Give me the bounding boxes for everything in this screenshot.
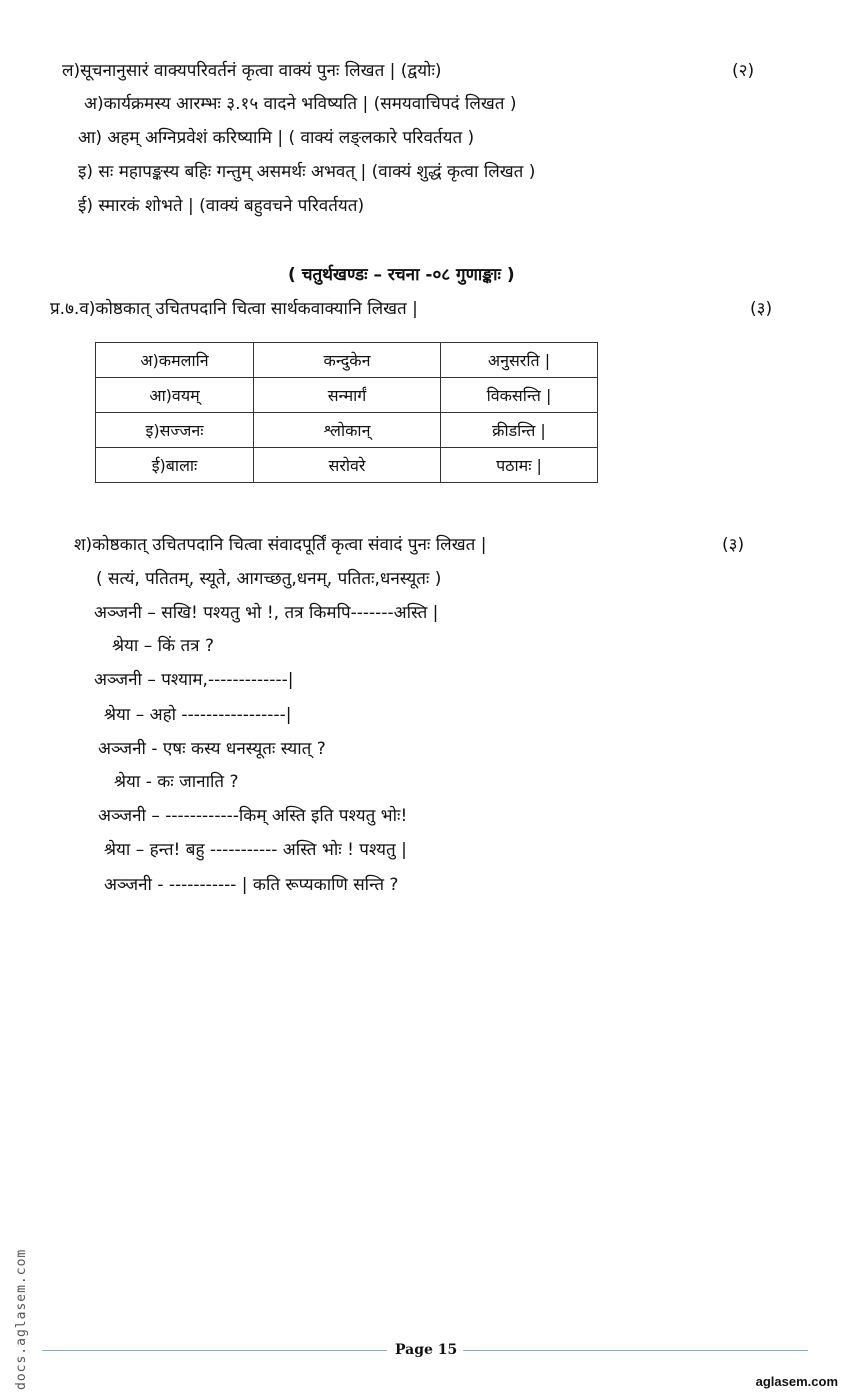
table-cell: सन्मार्गं — [254, 378, 441, 413]
table-row — [96, 343, 598, 378]
table-cell: अनुसरति | — [441, 343, 598, 378]
question-la-item-aa: आ) अहम् अग्निप्रवेशं करिष्यामि | ( वाक्यं लङ्लकारे परिवर्तयत ) — [78, 128, 475, 148]
question-sha-options: ( सत्यं, पतितम्, स्यूते, आगच्छतु,धनम्, पतितः,धनस्यूतः ) — [96, 569, 442, 589]
dialogue-line: श्रेया – किं तत्र ? — [112, 636, 214, 656]
dialogue-line: अञ्जनी – ------------किम् अस्ति इति पश्यतु भोः! — [98, 806, 408, 826]
question-sha-heading: श)कोष्ठकात् उचितपदानि चित्वा संवादपूर्तिं कृत्वा संवादं पुनः लिखत | — [74, 535, 487, 555]
table-cell: इ)सज्जनः — [96, 413, 254, 448]
table-cell: आ)वयम् — [96, 378, 254, 413]
table-cell: पठामः | — [441, 448, 598, 483]
dialogue-line: अञ्जनी – पश्याम,-------------| — [94, 670, 294, 690]
dialogue-line: श्रेया – अहो -----------------| — [104, 705, 292, 725]
table-row — [96, 378, 598, 413]
footer-divider-right — [463, 1350, 808, 1351]
question-7-va-heading: प्र.७.व)कोष्ठकात् उचितपदानि चित्वा सार्थकवाक्यानि लिखत | — [50, 299, 418, 319]
question-7-va-marks: (३) — [750, 299, 773, 319]
table-cell: श्लोकान् — [254, 413, 441, 448]
table-cell: सरोवरे — [254, 448, 441, 483]
table-cell: कन्दुकेन — [254, 343, 441, 378]
dialogue-line: अञ्जनी - ----------- | कति रूप्यकाणि सन्ति ? — [104, 875, 399, 895]
table-row — [96, 413, 598, 448]
table-cell: अ)कमलानि — [96, 343, 254, 378]
table-cell: क्रीडन्ति | — [441, 413, 598, 448]
question-sha-marks: (३) — [722, 535, 745, 555]
question-la-item-a: अ)कार्यक्रमस्य आरम्भः ३.१५ वादने भविष्यति | (समयवाचिपदं लिखत ) — [84, 94, 517, 114]
dialogue-line: अञ्जनी - एषः कस्य धनस्यूतः स्यात् ? — [98, 739, 326, 759]
question-la-item-i: इ) सः महापङ्कस्य बहिः गन्तुम् असमर्थः अभवत् | (वाक्यं शुद्धं कृत्वा लिखत ) — [78, 162, 536, 182]
page-number: Page 15 — [395, 1342, 458, 1358]
brand-watermark: aglasem.com — [755, 1374, 838, 1389]
dialogue-line: श्रेया - कः जानाति ? — [114, 772, 239, 792]
table-row — [96, 448, 598, 483]
question-la-marks: (२) — [732, 61, 755, 81]
table-cell: ई)बालाः — [96, 448, 254, 483]
side-watermark: docs.aglasem.com — [14, 1248, 29, 1390]
question-la-heading: ल)सूचनानुसारं वाक्यपरिवर्तनं कृत्वा वाक्यं पुनः लिखत | (द्वयोः) — [62, 61, 442, 81]
section-title: ( चतुर्थखण्डः – रचना -०८ गुणाङ्काः ) — [288, 265, 515, 285]
dialogue-line: श्रेया – हन्त! बहु ----------- अस्ति भोः ! पश्यतु | — [104, 840, 407, 860]
footer-divider-left — [42, 1350, 387, 1351]
word-table — [95, 342, 598, 483]
question-la-item-ii: ई) स्मारकं शोभते | (वाक्यं बहुवचने परिवर्तयत) — [78, 196, 365, 216]
dialogue-line: अञ्जनी – सखि! पश्यतु भो !, तत्र किमपि-------अस्ति | — [94, 603, 439, 623]
table-cell: विकसन्ति | — [441, 378, 598, 413]
